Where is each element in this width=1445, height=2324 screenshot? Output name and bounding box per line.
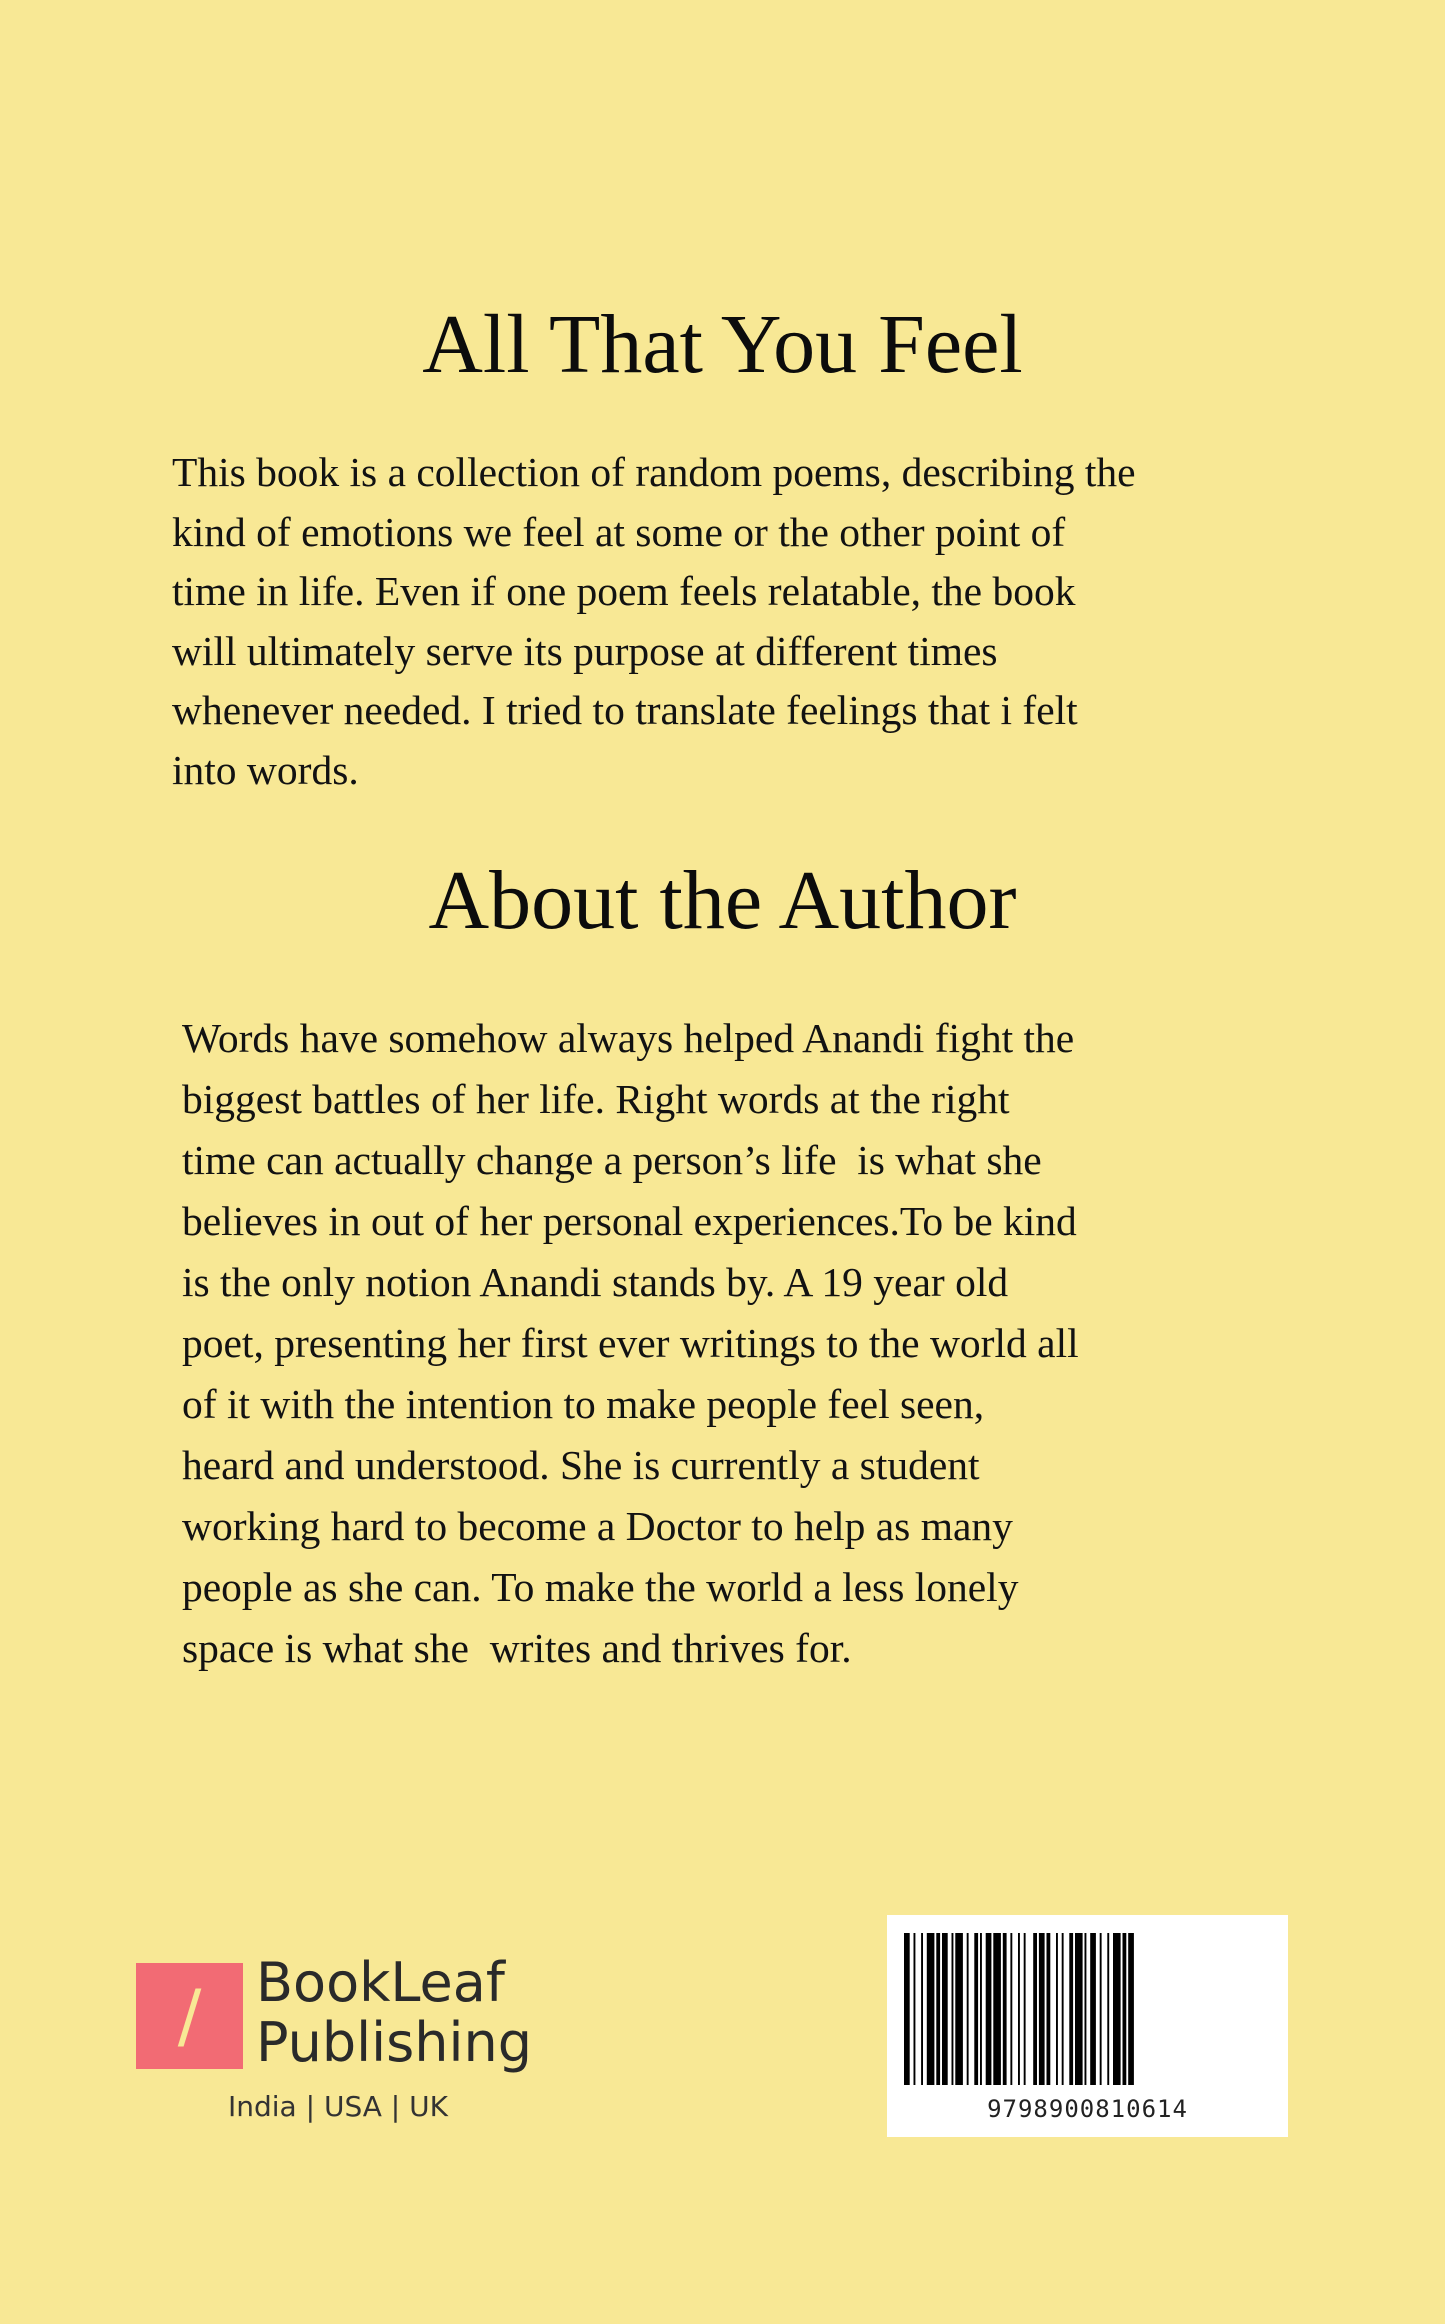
barcode-bar xyxy=(1100,1933,1102,2085)
publisher-name-line2: Publishing xyxy=(256,2011,532,2074)
bio-line: Words have somehow always helped Anandi fight the xyxy=(182,1015,1075,1061)
bio-line: believes in out of her personal experiences.To be kind xyxy=(182,1198,1077,1244)
barcode-bar xyxy=(936,1933,940,2085)
author-bio xyxy=(182,1008,1282,1679)
bio-line: poet, presenting her first ever writings to the world all xyxy=(182,1320,1079,1366)
publisher-regions: India | USA | UK xyxy=(228,2090,448,2123)
publisher-name-line1: BookLeaf xyxy=(256,1951,505,2014)
bio-line: people as she can. To make the world a less lonely xyxy=(182,1564,1019,1610)
barcode-bar xyxy=(1075,1933,1083,2085)
barcode-bar xyxy=(1107,1933,1109,2085)
barcode-bar xyxy=(952,1933,954,2085)
barcode-bar xyxy=(1003,1933,1007,2085)
description-line: time in life. Even if one poem feels relatable, the book xyxy=(172,568,1076,614)
bio-line: time can actually change a person’s life is what she xyxy=(182,1137,1042,1183)
isbn-number: 9798900810614 xyxy=(987,2095,1188,2123)
barcode-bar xyxy=(1069,1933,1073,2085)
description-line: whenever needed. I tried to translate feelings that i felt xyxy=(172,687,1078,733)
barcode-bar xyxy=(914,1933,916,2085)
bio-line: is the only notion Anandi stands by. A 19 year old xyxy=(182,1259,1009,1305)
barcode-bar xyxy=(921,1933,923,2085)
barcode-bar xyxy=(974,1933,978,2085)
description-line: will ultimately serve its purpose at different times xyxy=(172,627,998,674)
barcode-bar xyxy=(993,1933,1001,2085)
barcode-bar xyxy=(1113,1933,1121,2085)
book-description xyxy=(172,443,1292,800)
description-line: into words. xyxy=(172,746,359,793)
bio-line: space is what she writes and thrives for. xyxy=(182,1625,852,1671)
barcode-bar xyxy=(1062,1933,1064,2085)
barcode-bar xyxy=(1018,1933,1020,2085)
bio-line: biggest battles of her life. Right words at the right xyxy=(182,1076,1010,1122)
barcode-bar xyxy=(980,1933,982,2085)
bio-line: of it with the intention to make people feel seen, xyxy=(182,1381,985,1427)
barcode-bar xyxy=(1010,1933,1012,2085)
description-line: kind of emotions we feel at some or the other point of xyxy=(172,508,1066,555)
barcode-bar xyxy=(904,1933,910,2085)
barcode-bar xyxy=(1039,1933,1045,2085)
barcode-bar xyxy=(1085,1933,1087,2085)
publisher-logo xyxy=(136,1963,243,2069)
barcode-bar xyxy=(967,1933,969,2085)
about-author-heading: About the Author xyxy=(428,854,1017,947)
barcode-bar xyxy=(1123,1933,1127,2085)
barcode-bar xyxy=(1090,1933,1096,2085)
barcode-bar xyxy=(1056,1933,1058,2085)
barcode-bar xyxy=(1128,1933,1134,2085)
barcode-bar xyxy=(1024,1933,1026,2085)
description-line: This book is a collection of random poems, describing the xyxy=(172,449,1136,495)
barcode-bar xyxy=(942,1933,948,2085)
barcode-bar xyxy=(927,1933,935,2085)
isbn-barcode xyxy=(887,1915,1288,2137)
barcode-bars xyxy=(904,1933,1271,2085)
book-title: All That You Feel xyxy=(422,298,1023,391)
publisher-name xyxy=(256,1953,532,2073)
barcode-bar xyxy=(1047,1933,1051,2085)
barcode-bar xyxy=(1033,1933,1037,2085)
bio-line: working hard to become a Doctor to help as many xyxy=(182,1503,1013,1549)
bio-line: heard and understood. She is currently a student xyxy=(182,1442,980,1488)
slash-icon: / xyxy=(177,1975,202,2057)
barcode-bar xyxy=(955,1933,963,2085)
barcode-bar xyxy=(986,1933,992,2085)
